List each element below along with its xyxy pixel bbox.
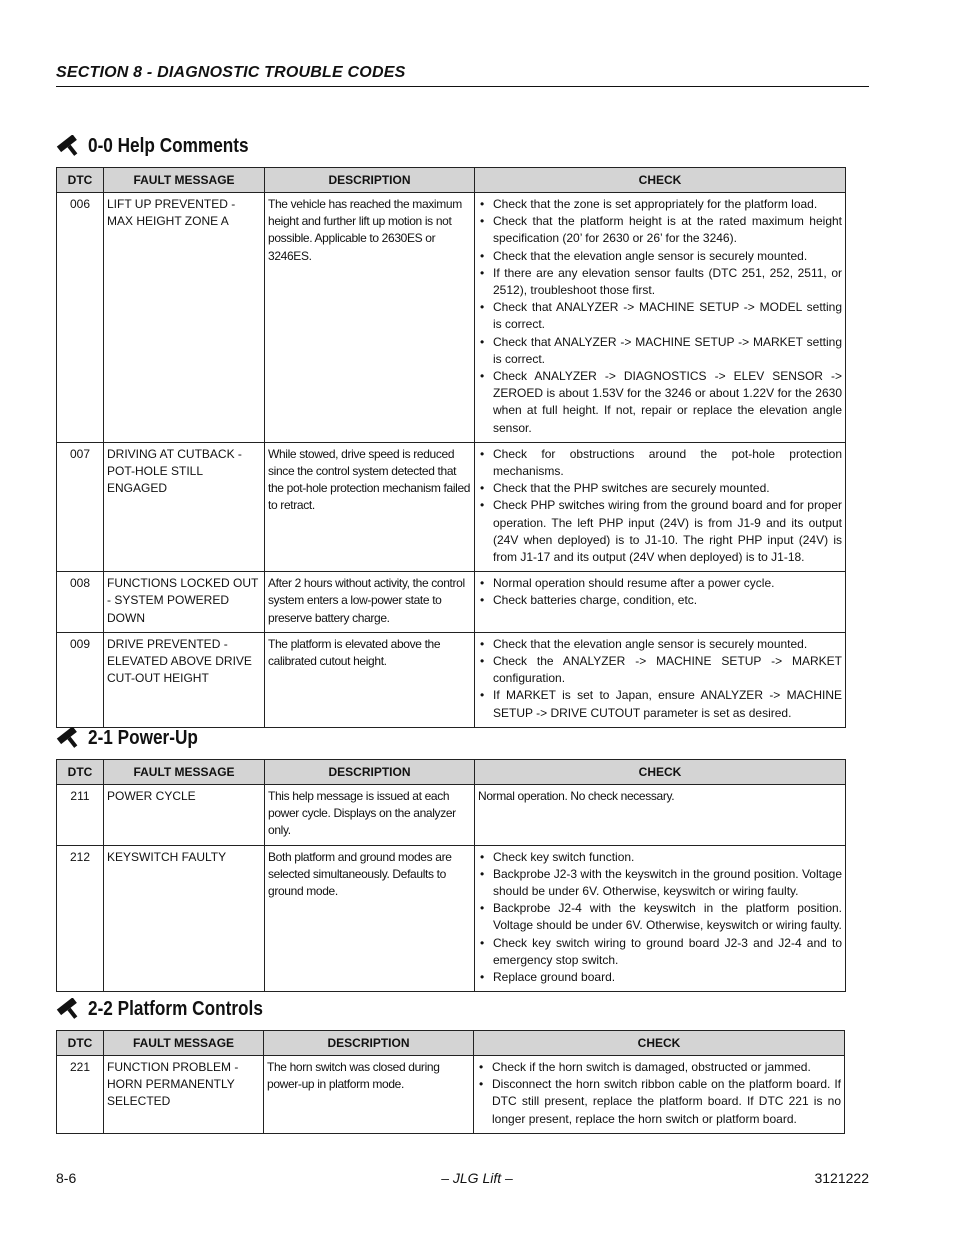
check-cell (475, 572, 846, 633)
section-heading-power-up (56, 725, 216, 751)
section-title: 2-2 Platform Controls (88, 997, 263, 1020)
hammer-icon (56, 727, 82, 749)
fault-description: The horn switch was closed during power-up in platform mode. (264, 1056, 474, 1134)
check-text: Normal operation. No check necessary. (475, 785, 846, 846)
dtc-table-help-comments (56, 167, 846, 728)
section-header-title: SECTION 8 - DIAGNOSTIC TROUBLE CODES (56, 64, 406, 81)
dtc-code: 008 (57, 572, 104, 633)
page-number: 8-6 (56, 1170, 77, 1186)
page-header (56, 64, 869, 87)
col-header-dtc: DTC (57, 1031, 104, 1056)
check-item: • Check key switch function. (478, 849, 842, 866)
fault-message: KEYSWITCH FAULTY (104, 845, 265, 992)
table-row (57, 845, 846, 992)
check-item: • Check batteries charge, condition, etc. (478, 592, 842, 609)
check-item: • Normal operation should resume after a power cycle. (478, 575, 842, 592)
dtc-code: 009 (57, 632, 104, 727)
check-item: • Backprobe J2-4 with the keyswitch in the platform position. Voltage should be under 6V. Otherwise, keyswitch or wiring faulty. (478, 900, 842, 934)
dtc-code: 212 (57, 845, 104, 992)
table-header-row (57, 760, 846, 785)
check-item: • Check PHP switches wiring from the ground board and for proper operation. The left PHP input (24V) is from J1-9 and its output (24V when deployed) is to J1-10. The right PHP input (24V) is from J1-17 and its output (24V when deployed) is to J1-18. (478, 497, 842, 566)
check-item: • Check ANALYZER -> DIAGNOSTICS -> ELEV SENSOR -> ZEROED is about 1.53V for the 3246 or about 1.22V for the 2630 when at full height. If not, repair or replace the elevation angle sensor. (478, 368, 842, 437)
dtc-code: 006 (57, 193, 104, 443)
dtc-code: 211 (57, 785, 104, 846)
dtc-table-power-up (56, 759, 846, 992)
check-item: • Check that ANALYZER -> MACHINE SETUP -> MARKET setting is correct. (478, 334, 842, 368)
fault-description: The vehicle has reached the maximum height and further lift up motion is not possible. Applicable to 2630ES or 3246ES. (265, 193, 475, 443)
table-header-row (57, 168, 846, 193)
check-cell (475, 193, 846, 443)
table-row (57, 193, 846, 443)
check-cell (475, 845, 846, 992)
check-item: • Check the ANALYZER -> MACHINE SETUP -> MARKET configuration. (478, 653, 842, 687)
dtc-table-platform-controls (56, 1030, 845, 1134)
check-item: • Check that the PHP switches are securely mounted. (478, 480, 842, 497)
fault-description: While stowed, drive speed is reduced since the control system detected that the pot-hole protection mechanism failed to retract. (265, 442, 475, 571)
hammer-icon (56, 135, 82, 157)
section-heading-platform-controls (56, 996, 291, 1022)
check-item: • Disconnect the horn switch ribbon cable on the platform board. If DTC still present, replace the platform board. If DTC 221 is no longer present, replace the horn switch or platform board. (477, 1076, 841, 1128)
col-header-desc: DESCRIPTION (265, 760, 475, 785)
section-heading-help-comments (56, 133, 275, 159)
col-header-desc: DESCRIPTION (264, 1031, 474, 1056)
check-cell (475, 632, 846, 727)
section-title: 2-1 Power-Up (88, 726, 198, 749)
check-item: • Backprobe J2-3 with the keyswitch in the ground position. Voltage should be under 6V. Otherwise, keyswitch or wiring faulty. (478, 866, 842, 900)
check-cell (474, 1056, 845, 1134)
table-header-row (57, 1031, 845, 1056)
check-item: • Check that the elevation angle sensor is securely mounted. (478, 636, 842, 653)
check-item: • Check that ANALYZER -> MACHINE SETUP -> MODEL setting is correct. (478, 299, 842, 333)
check-item: • Check that the zone is set appropriately for the platform load. (478, 196, 842, 213)
check-item: • Replace ground board. (478, 969, 842, 986)
table-row (57, 632, 846, 727)
fault-message: DRIVE PREVENTED - ELEVATED ABOVE DRIVE CUT-OUT HEIGHT (104, 632, 265, 727)
fault-message: FUNCTION PROBLEM - HORN PERMANENTLY SELECTED (104, 1056, 264, 1134)
check-item: • Check if the horn switch is damaged, obstructed or jammed. (477, 1059, 841, 1076)
check-item: • If there are any elevation sensor faults (DTC 251, 252, 2511, or 2512), troubleshoot those first. (478, 265, 842, 299)
check-item: • Check that the platform height is at the rated maximum height specification (20’ for 2630 or 26’ for the 3246). (478, 213, 842, 247)
table-row (57, 1056, 845, 1134)
col-header-fault: FAULT MESSAGE (104, 760, 265, 785)
col-header-check: CHECK (475, 760, 846, 785)
fault-description: After 2 hours without activity, the control system enters a low-power state to preserve battery charge. (265, 572, 475, 633)
dtc-code: 007 (57, 442, 104, 571)
check-item: • Check for obstructions around the pot-hole protection mechanisms. (478, 446, 842, 480)
fault-message: FUNCTIONS LOCKED OUT - SYSTEM POWERED DOWN (104, 572, 265, 633)
col-header-check: CHECK (475, 168, 846, 193)
document-number: 3121222 (814, 1170, 869, 1186)
fault-message: DRIVING AT CUTBACK - POT-HOLE STILL ENGAGED (104, 442, 265, 571)
check-item: • If MARKET is set to Japan, ensure ANALYZER -> MACHINE SETUP -> DRIVE CUTOUT parameter is set as desired. (478, 687, 842, 721)
footer-brand: – JLG Lift – (441, 1170, 513, 1186)
table-row (57, 442, 846, 571)
fault-description: The platform is elevated above the calibrated cutout height. (265, 632, 475, 727)
section-title: 0-0 Help Comments (88, 134, 249, 157)
col-header-dtc: DTC (57, 168, 104, 193)
table-row (57, 785, 846, 846)
dtc-code: 221 (57, 1056, 104, 1134)
col-header-dtc: DTC (57, 760, 104, 785)
hammer-icon (56, 998, 82, 1020)
fault-description: This help message is issued at each power cycle. Displays on the analyzer only. (265, 785, 475, 846)
col-header-check: CHECK (474, 1031, 845, 1056)
check-item: • Check key switch wiring to ground board J2-3 and J2-4 and to emergency stop switch. (478, 935, 842, 969)
col-header-desc: DESCRIPTION (265, 168, 475, 193)
table-row (57, 572, 846, 633)
fault-message: POWER CYCLE (104, 785, 265, 846)
col-header-fault: FAULT MESSAGE (104, 1031, 264, 1056)
col-header-fault: FAULT MESSAGE (104, 168, 265, 193)
check-item: • Check that the elevation angle sensor is securely mounted. (478, 248, 842, 265)
check-cell (475, 442, 846, 571)
fault-message: LIFT UP PREVENTED - MAX HEIGHT ZONE A (104, 193, 265, 443)
fault-description: Both platform and ground modes are selected simultaneously. Defaults to ground mode. (265, 845, 475, 992)
